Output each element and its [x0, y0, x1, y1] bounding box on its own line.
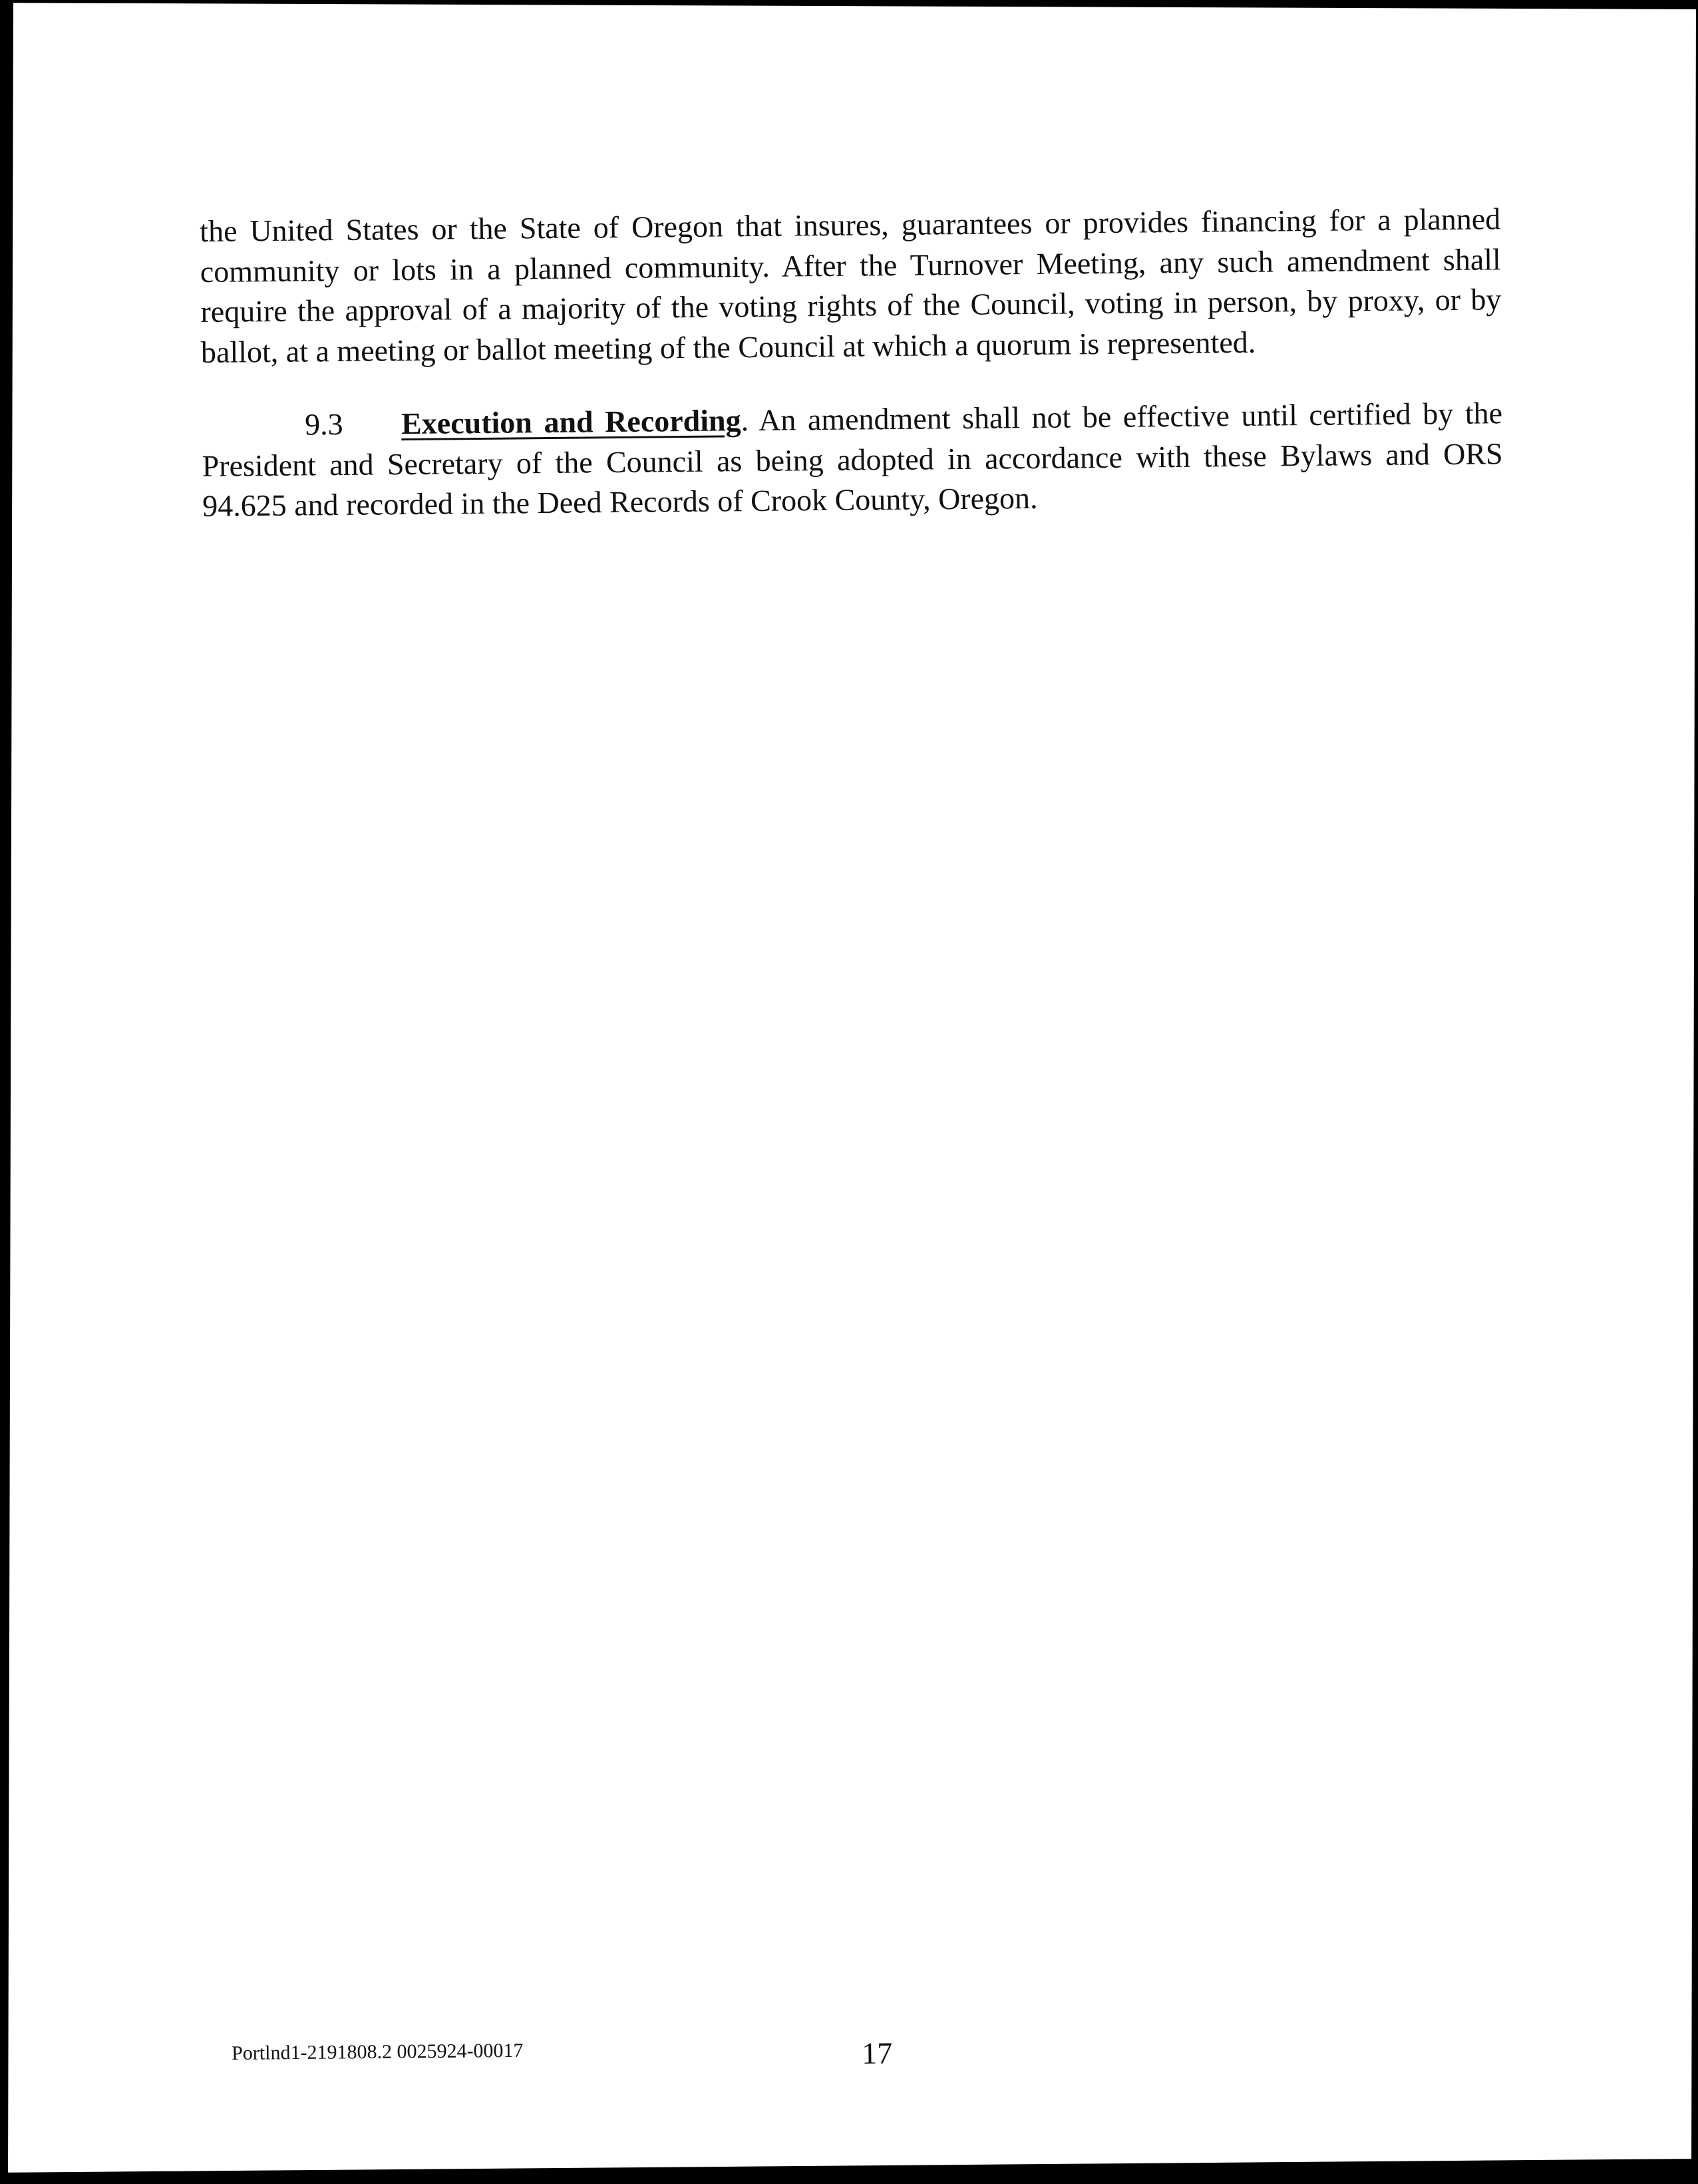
section-text: . An amendment shall not be effective until certified by the President and Secretary of the Council as being adopted in accordance with these Bylaws and ORS 94.625 and recorded in the Deed Records of Crook County, Oregon.: [202, 396, 1503, 523]
document-reference: Portlnd1-2191808.2 0025924-00017: [232, 2039, 524, 2064]
section-heading: Execution and Recording: [401, 403, 741, 441]
scan-edge-top: [0, 0, 1698, 9]
scan-edge-bottom: [0, 2159, 1698, 2184]
scan-edge-right: [1691, 0, 1698, 2184]
section-number: 9.3: [304, 406, 343, 442]
section-9-3: [202, 393, 1504, 526]
scan-edge-left: [0, 0, 13, 2184]
page-number: 17: [862, 2036, 893, 2070]
document-body: [200, 199, 1503, 526]
paragraph-continuation: the United States or the State of Oregon that insures, guarantees or provides financing for a planned community or lots in a planned community. After the Turnover Meeting, any such amendment shall require the approval of a majority of the voting rights of the Council, voting in person, by proxy, or by ballot, at a meeting or ballot meeting of the Council at which a quorum is represented.: [200, 202, 1502, 369]
